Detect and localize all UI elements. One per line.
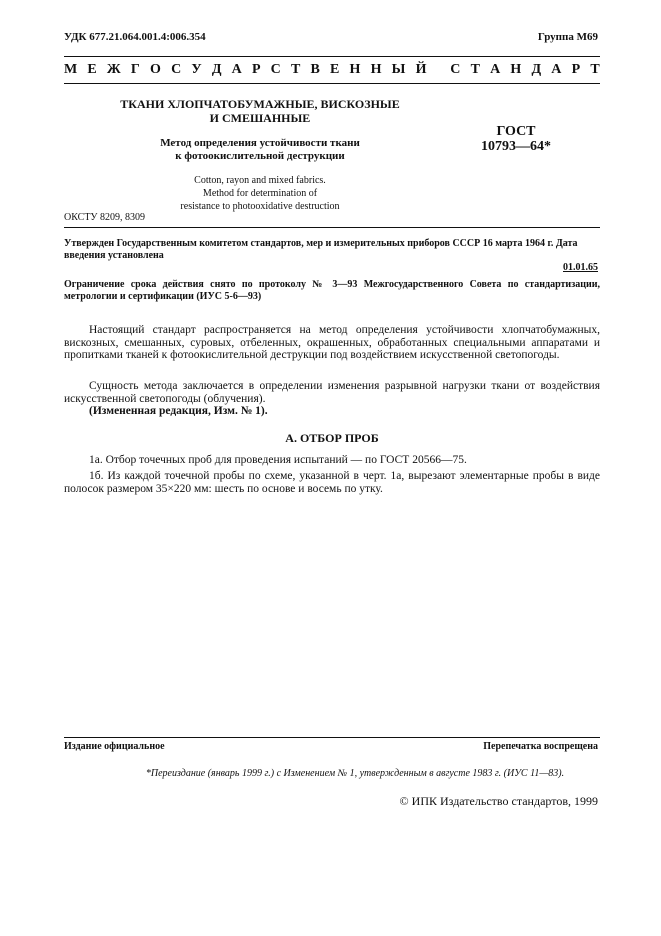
- document-subtitle: [100, 137, 420, 163]
- banner-letter: Е: [87, 62, 97, 77]
- gost-number: 10793—64*: [481, 139, 551, 154]
- banner-letter: С: [270, 62, 281, 77]
- subtitle-line: Метод определения устойчивости ткани: [160, 137, 360, 149]
- banner-letter: С: [450, 62, 461, 77]
- banner-letter: Й: [415, 62, 427, 77]
- banner-letter: Т: [590, 62, 600, 77]
- title-line: ТКАНИ ХЛОПЧАТОБУМАЖНЫЕ, ВИСКОЗНЫЕ: [120, 97, 400, 111]
- banner-letter: Р: [571, 62, 581, 77]
- subtitle-line: к фотоокислительной деструкции: [175, 150, 345, 162]
- gost-label: ГОСТ: [496, 124, 536, 139]
- clause-1b: 1б. Из каждой точечной пробы по схеме, указанной в черт. 1а, вырезают элементарные пробы в виде полосок размером 35×220 мм: шесть по основе и восемь по утку.: [64, 470, 600, 495]
- header-rule: [64, 227, 600, 228]
- gost-designation: [466, 124, 566, 154]
- banner-letter: Ж: [106, 62, 121, 77]
- banner-letter: Е: [330, 62, 340, 77]
- english-title-line: resistance to photooxidative destruction: [180, 201, 340, 212]
- udk-code: УДК 677.21.064.001.4:006.354: [64, 31, 206, 43]
- amendment-note: (Измененная редакция, Изм. № 1).: [89, 405, 268, 417]
- banner-letter: О: [150, 62, 161, 77]
- interstate-standard-banner: [64, 62, 600, 78]
- approval-statement: Утвержден Государственным комитетом стандартов, мер и измерительных приборов СССР 16 марта 1964 г. Дата введения установлена: [64, 238, 578, 261]
- footer-rule: [64, 737, 600, 738]
- banner-letter: Т: [470, 62, 480, 77]
- okstu-code: ОКСТУ 8209, 8309: [64, 212, 146, 223]
- banner-letter: С: [171, 62, 182, 77]
- reprint-prohibited-label: Перепечатка воспрещена: [483, 741, 598, 752]
- english-title-line: Method for determination of: [202, 188, 318, 199]
- document-title: [90, 97, 430, 125]
- banner-letter: Р: [251, 62, 261, 77]
- banner-letter: Т: [290, 62, 301, 77]
- banner-letter: Г: [130, 62, 140, 77]
- top-rule: [64, 56, 600, 57]
- group-code: Группа М69: [537, 31, 598, 43]
- banner-letter: Н: [370, 62, 382, 77]
- english-title-line: Cotton, rayon and mixed fabrics.: [194, 175, 326, 186]
- section-heading-sampling: А. ОТБОР ПРОБ: [285, 431, 379, 445]
- official-edition-label: Издание официальное: [64, 741, 165, 752]
- method-essence-paragraph: Сущность метода заключается в определении изменения разрывной нагрузки ткани от воздействия искусственной светопогоды (облучения).: [64, 380, 600, 405]
- banner-letter: Н: [510, 62, 522, 77]
- banner-letter: А: [490, 62, 501, 77]
- introduction-date: 01.01.65: [563, 262, 598, 273]
- scope-paragraph: Настоящий стандарт распространяется на метод определения устойчивости хлопчатобумажных, вискозных, смешанных, суровых, отбеленных, окрашенных, обработанных специальными аппаратами и пропитками тканей к фотоокислительной деструкции под воздействием искусственной светопогоды.: [64, 324, 600, 362]
- english-title: [130, 174, 390, 213]
- title-line: И СМЕШАННЫЕ: [209, 111, 311, 125]
- validity-limit-note: Ограничение срока действия снято по протоколу № 3—93 Межгосударственного Совета по стандартизации, метрологии и сертификации (ИУС 5-6—93): [64, 279, 600, 302]
- banner-letter: Д: [211, 62, 222, 77]
- banner-letter: А: [551, 62, 562, 77]
- banner-letter: У: [191, 62, 202, 77]
- clause-1a: 1а. Отбор точечных проб для проведения испытаний — по ГОСТ 20566—75.: [89, 454, 467, 466]
- banner-letter: М: [64, 62, 78, 77]
- banner-word-gap: [437, 62, 441, 78]
- banner-letter: Н: [349, 62, 361, 77]
- banner-rule: [64, 83, 600, 84]
- banner-letter: Д: [531, 62, 542, 77]
- banner-letter: А: [231, 62, 242, 77]
- copyright-notice: © ИПК Издательство стандартов, 1999: [399, 794, 598, 808]
- banner-letter: Ы: [391, 62, 406, 77]
- banner-letter: В: [310, 62, 320, 77]
- reissue-note: *Переиздание (январь 1999 г.) с Изменением № 1, утвержденным в августе 1983 г. (ИУС 11—83).: [145, 768, 565, 779]
